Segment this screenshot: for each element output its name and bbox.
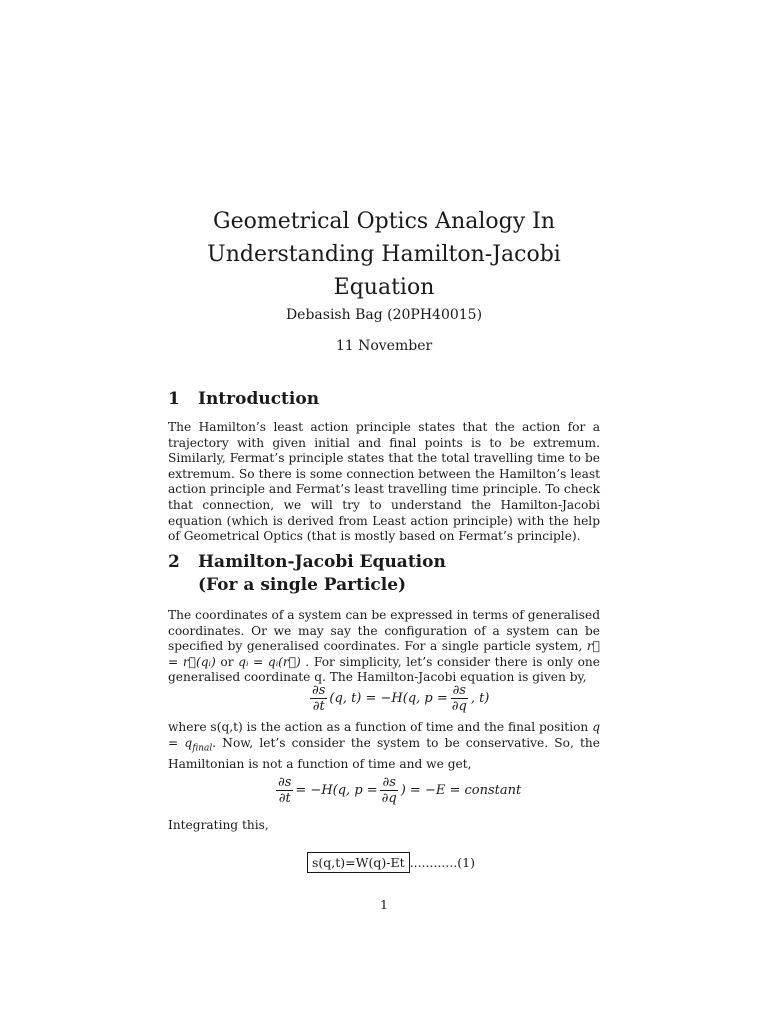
section-2-title-line-2: (For a single Particle) [198,575,407,595]
fraction-ds-dq-2: $\frac{\partial s}{\partial q}$ [381,775,397,806]
section-2-title-line-1: Hamilton-Jacobi Equation [198,552,446,572]
hamilton-jacobi-equation [308,683,489,714]
para1-text-b: . For simplicity, let’s consider there is only one generalised coordinate q. The Hamilton-Jacobi equation is given by, [168,654,600,685]
section-1-heading [168,388,600,411]
date: 11 November [335,338,433,354]
para1-or: or [215,654,239,669]
fraction-ds-dq: $\frac{\partial s}{\partial q}$ [451,683,467,714]
paper-title [168,205,600,304]
equation-2-end: ) = −E = constant [400,783,522,798]
title-line-1: Geometrical Optics Analogy In [213,209,555,234]
position-vector-expression: r⃗ = r⃗(qᵢ) [168,639,600,669]
final-subscript: final [192,743,213,754]
section-2-paragraph-1 [168,608,600,686]
section-1-number: 1 [168,389,180,409]
para1-text-a: The coordinates of a system can be expressed in terms of generalised coordinates. Or we may say the configuration of a system can be specified by generalised coordinates. For a single particle system, [168,608,600,654]
section-1-body: The Hamilton’s least action principle states that the action for a trajectory with given initial and final points is to be extremum. Similarly, Fermat’s principle states that the total travelling time to be extremum. So there is some connection between the Hamilton’s least action principle and Fermat’s least travelling time principle. To check that connection, we will try to understand the Hamilton-Jacobi equation (which is derived from Least action principle) with the help of Geometrical Optics (that is mostly based on Fermat’s principle). [168,420,600,544]
boxed-equation-1 [307,852,475,873]
section-2-heading [168,551,600,597]
equation-1-end: , t) [470,691,490,706]
equation-2-middle: = −H(q, p = [295,783,378,798]
coordinate-expression: qᵢ = qᵢ(r⃗) [238,654,301,669]
page-number: 1 [380,897,388,912]
boxed-equation: s(q,t)=W(q)-Et [307,852,410,873]
section-2-number: 2 [168,552,180,572]
conservative-equation [274,775,521,806]
final-position-expression: $q = q_{final}$ [168,720,600,754]
para2-text-b: . Now, let’s consider the system to be conservative. So, the Hamiltonian is not a function of time and we get, [168,735,600,771]
section-2-paragraph-3: Integrating this, [168,818,269,832]
fraction-ds-dt-2: $\frac{\partial s}{\partial t}$ [278,775,292,806]
author: Debasish Bag (20PH40015) [285,307,483,323]
section-2-paragraph-2 [168,720,600,772]
section-1-title: Introduction [198,389,320,409]
equation-1-middle: (q, t) = −H(q, p = [329,691,448,706]
para2-text-a: where s(q,t) is the action as a function of time and the final position [168,720,593,734]
title-line-2: Understanding Hamilton-Jacobi [207,242,561,267]
fraction-ds-dt: $\frac{\partial s}{\partial t}$ [312,683,326,714]
equation-label-1: ............(1) [409,855,476,870]
title-line-3: Equation [333,275,435,300]
